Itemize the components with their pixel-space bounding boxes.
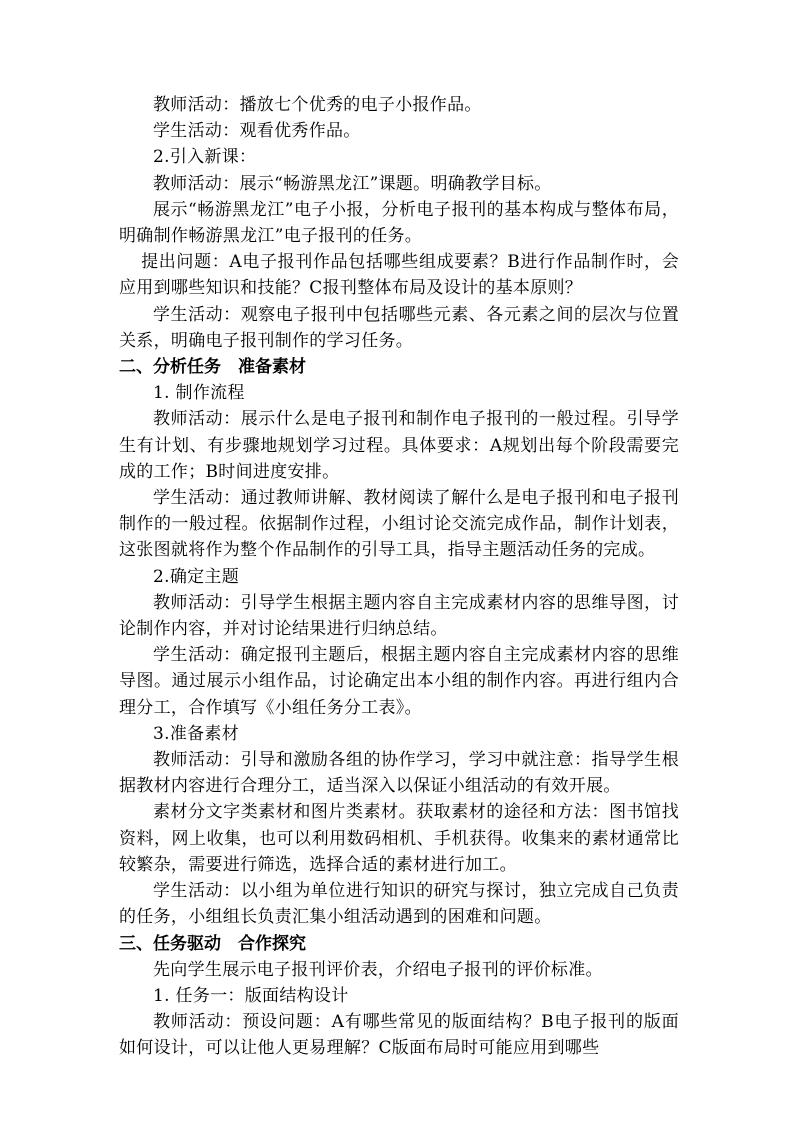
paragraph: 学生活动：观察电子报刊中包括哪些元素、各元素之间的层次与位置关系，明确电子报刊制作的学习任务。 (119, 304, 679, 351)
paragraph: 学生活动：确定报刊主题后，根据主题内容自主完成素材内容的思维导图。通过展示小组作品，讨论确定出本小组的制作内容。再进行组内合理分工，合作填写《小组任务分工表》。 (119, 645, 679, 718)
section-heading: 二、分析任务 准备素材 (119, 357, 306, 378)
paragraph: 学生活动：通过教师讲解、教材阅读了解什么是电子报刊和电子报刊制作的一般过程。依据制作过程，小组讨论交流完成作品，制作计划表，这张图就将作为整个作品制作的引导工具，指导主题活动任务的完成。 (119, 488, 679, 561)
subheading: 3.准备素材 (153, 723, 240, 744)
paragraph: 教师活动：引导学生根据主题内容自主完成素材内容的思维导图，讨论制作内容，并对讨论结果进行归纳总结。 (119, 592, 679, 640)
paragraph: 教师活动：播放七个优秀的电子小报作品。 (153, 95, 482, 115)
section-heading: 三、任务驱动 合作探究 (119, 933, 306, 954)
paragraph: 素材分文字类素材和图片类素材。获取素材的途径和方法：图书馆找资料，网上收集，也可以利用数码相机、手机获得。收集来的素材通常比较繁杂，需要进行筛选，选择合适的素材进行加工。 (119, 802, 679, 875)
paragraph: 提出问题：A电子报刊作品包括哪些组成要素？B进行作品制作时，会应用到哪些知识和技能？C报刊整体布局及设计的基本原则？ (119, 252, 679, 299)
paragraph: 学生活动：观看优秀作品。 (153, 121, 361, 142)
paragraph: 教师活动：引导和激励各组的协作学习，学习中就注意：指导学生根据教材内容进行合理分工，适当深入以保证小组活动的有效开展。 (119, 750, 679, 797)
paragraph: 展示“畅游黑龙江”电子小报，分析电子报刊的基本构成与整体布局，明确制作畅游黑龙江”电子报刊的任务。 (119, 199, 679, 247)
paragraph: 2.引入新课： (153, 147, 257, 168)
paragraph: 教师活动：预设问题：A有哪些常见的版面结构？B电子报刊的版面如何设计，可以让他人更易理解？C版面布局时可能应用到哪些 (119, 1012, 679, 1059)
paragraph: 教师活动：展示什么是电子报刊和制作电子报刊的一般过程。引导学生有计划、有步骤地规划学习过程。具体要求：A规划出每个阶段需要完成的工作；B时间进度安排。 (119, 409, 680, 482)
paragraph: 学生活动：以小组为单位进行知识的研究与探讨，独立完成自己负责的任务，小组组长负责汇集小组活动遇到的困难和问题。 (119, 881, 679, 928)
subheading: 1. 任务一：版面结构设计 (153, 985, 349, 1006)
paragraph: 教师活动：展示“畅游黑龙江”课题。明确教学目标。 (153, 173, 552, 194)
subheading: 1. 制作流程 (153, 383, 245, 404)
document-body (119, 92, 679, 1062)
paragraph: 先向学生展示电子报刊评价表，介绍电子报刊的评价标准。 (153, 959, 603, 980)
subheading: 2.确定主题 (153, 566, 240, 587)
